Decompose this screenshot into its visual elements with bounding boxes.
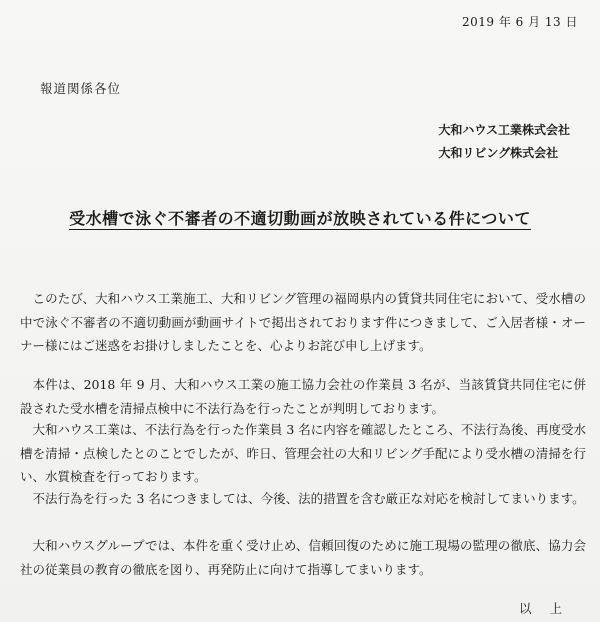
document-title-text: 受水槽で泳ぐ不審者の不適切動画が放映されている件について [69, 209, 531, 228]
paragraph-prevention: 大和ハウスグループでは、本件を重く受け止め、信頼回復のために施工現場の監理の徹底、協力会社の従業員の教育の徹底を図り、再発防止に向けて指導してまいります。 [20, 538, 586, 577]
recipient-line: 報道関係各位 [40, 81, 122, 96]
sender-company-2: 大和リビング株式会社 [438, 146, 559, 160]
paragraph-incident: 本件は、2018 年 9 月、大和ハウス工業の施工協力会社の作業員 3 名が、当該賃貸共同住宅に併設された受水槽を清掃点検中に不法行為を行ったことが判明しております。 [20, 377, 586, 416]
closing-mark: 以上 [518, 601, 580, 616]
sender-company-1: 大和ハウス工業株式会社 [438, 123, 570, 137]
document-date: 2019 年 6 月 13 日 [461, 15, 578, 29]
document-title [0, 206, 600, 229]
paragraph-response: 大和ハウス工業は、不法行為を行った作業員 3 名に内容を確認したところ、不法行為後、再度受水槽を清掃・点検したとのことでしたが、昨日、管理会社の大和リビング手配により受水槽の清掃を行い、水質検査を行っております。 [20, 422, 586, 484]
sender-block [438, 119, 570, 165]
paragraph-apology: このたび、大和ハウス工業施工、大和リビング管理の福岡県内の賃貸共同住宅において、受水槽の中で泳ぐ不審者の不適切動画が動画サイトで掲出されております件につきまして、ご入居者様・オーナー様にはご迷惑をお掛けしましたことを、心よりお詫び申し上げます。 [20, 291, 586, 353]
paragraph-legal-action: 不法行為を行った 3 名につきましては、今後、法的措置を含む厳正な対応を検討してまいります。 [32, 491, 585, 506]
